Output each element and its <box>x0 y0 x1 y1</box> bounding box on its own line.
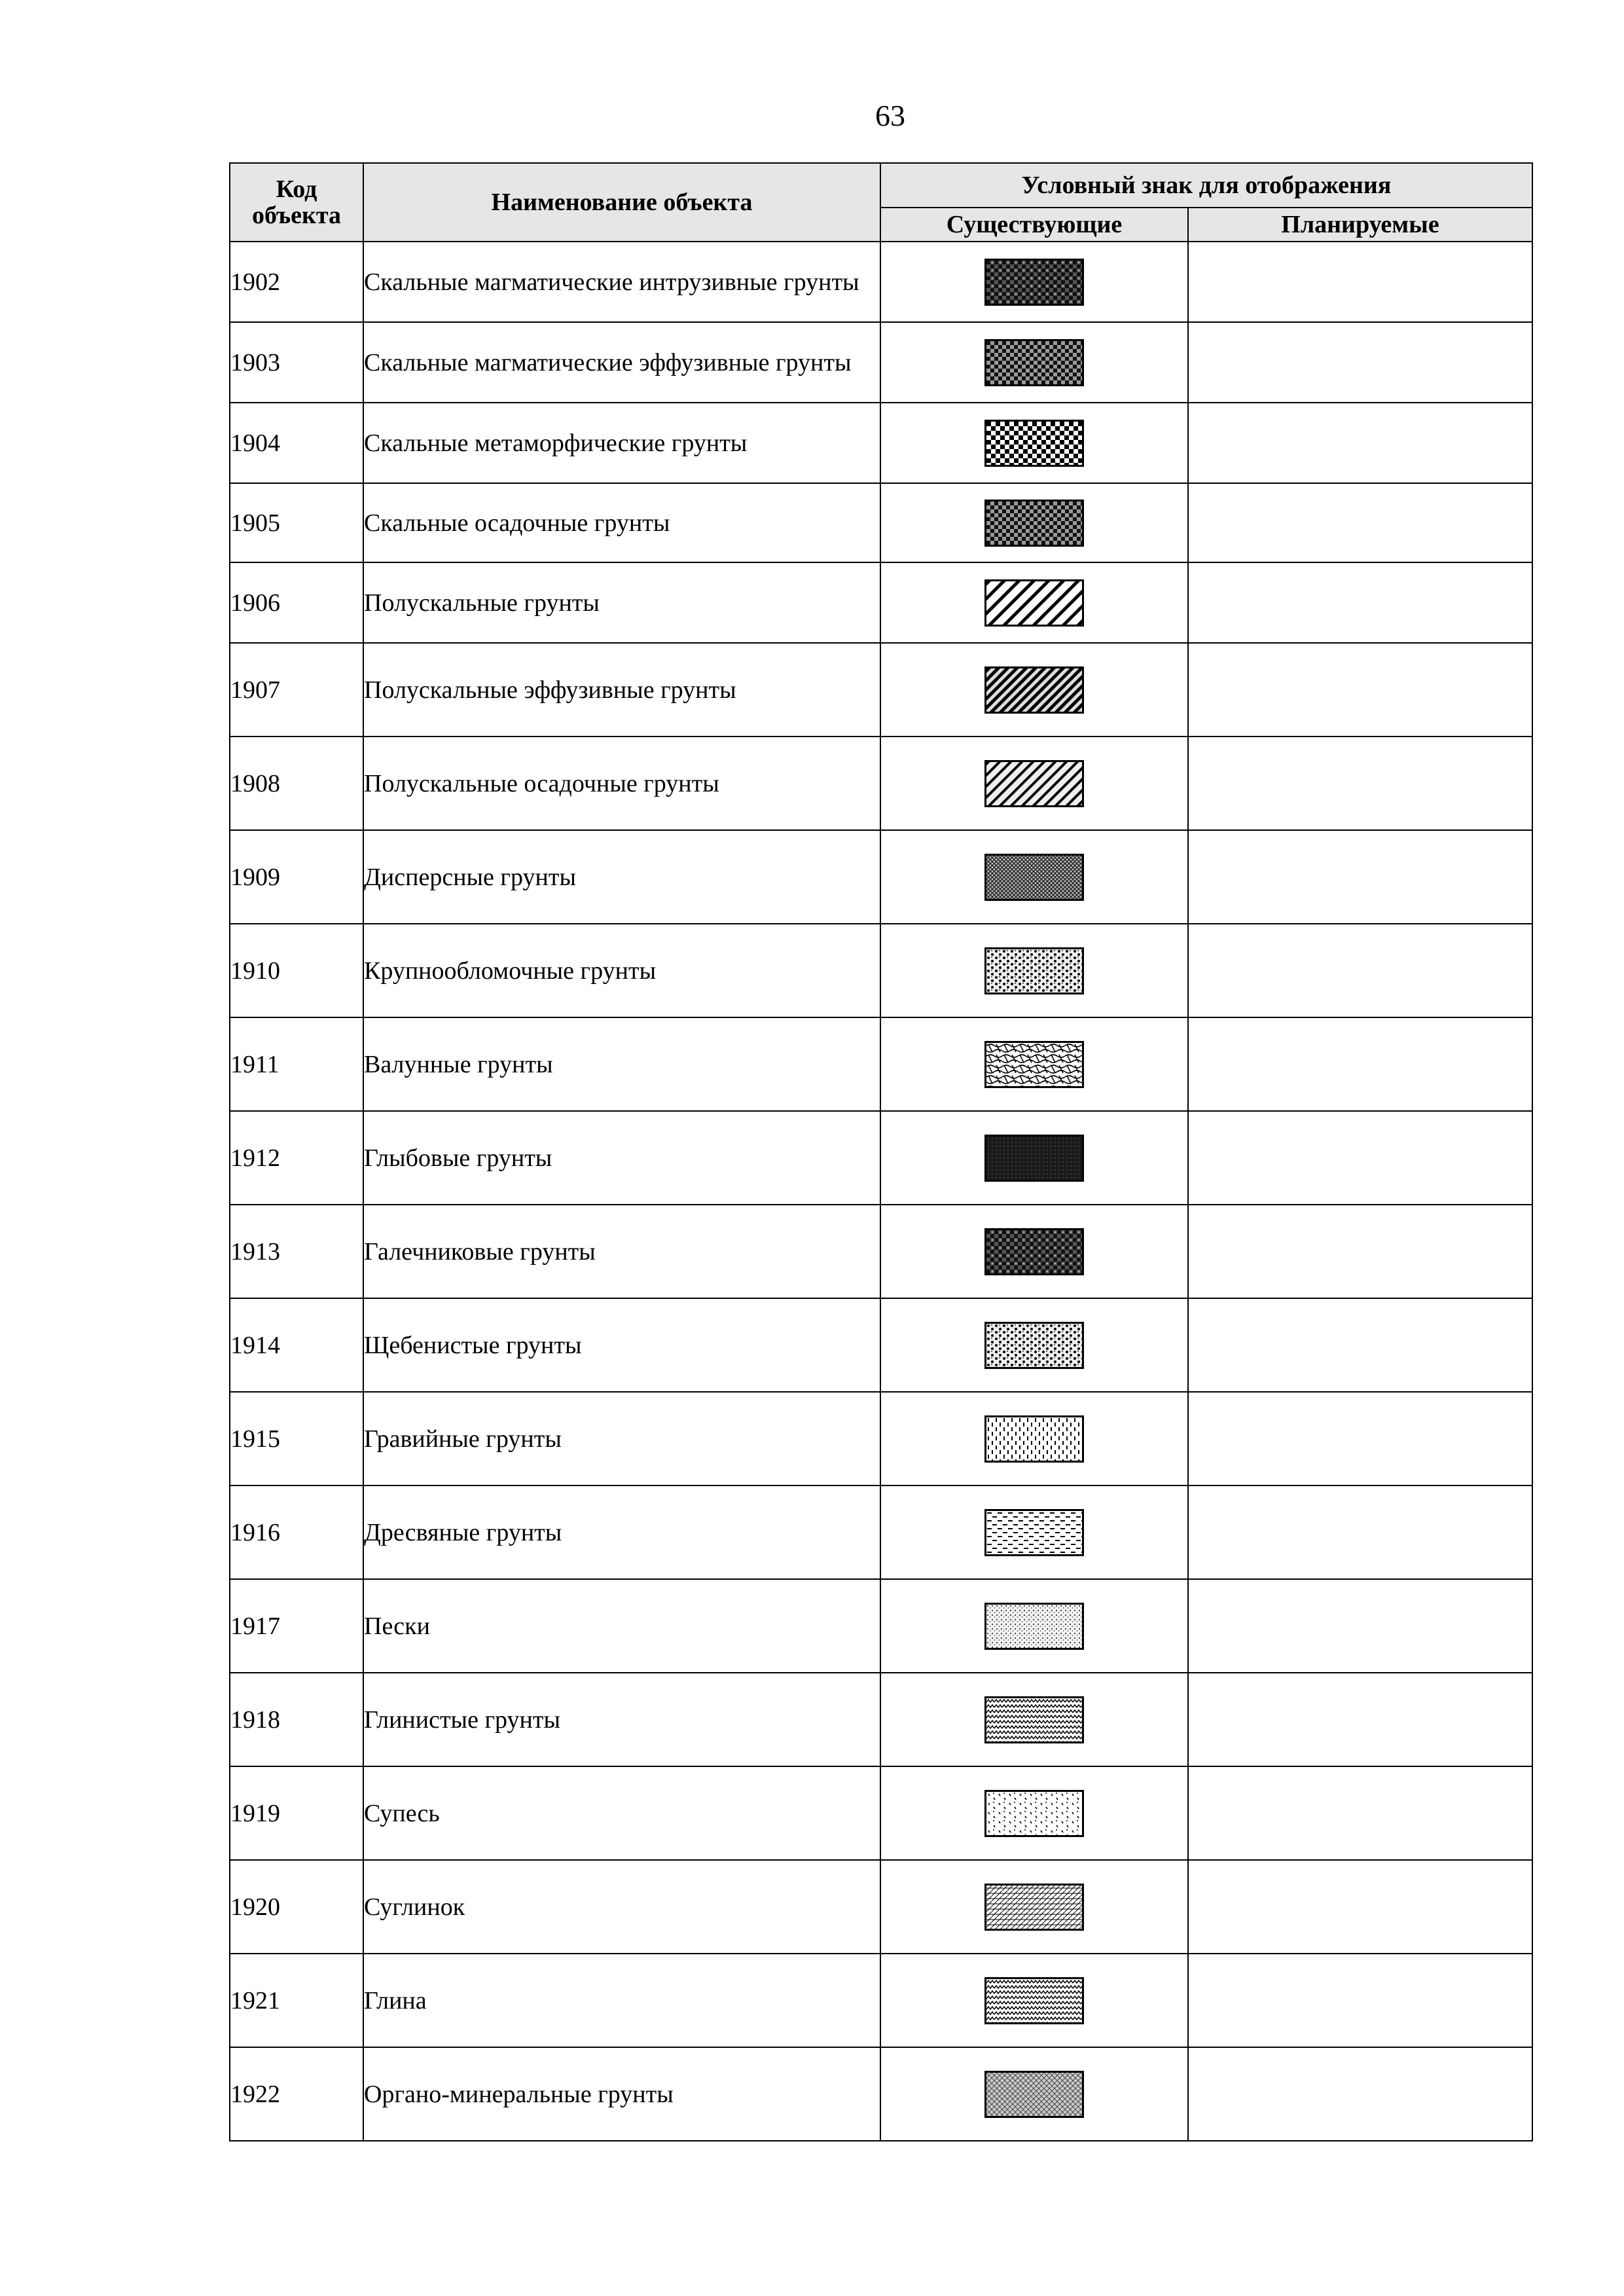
pattern-swatch-graphic <box>986 1417 1082 1461</box>
planned-symbol-cell <box>1188 1766 1532 1860</box>
object-name: Полускальные грунты <box>363 562 880 643</box>
planned-symbol-cell <box>1188 1579 1532 1673</box>
planned-symbol-cell <box>1188 322 1532 403</box>
planned-symbol-cell <box>1188 562 1532 643</box>
legend-table <box>229 162 1533 2141</box>
table-row-1922 <box>230 2047 1532 2141</box>
table-row-1919 <box>230 1766 1532 1860</box>
pattern-swatch-zigzag <box>984 1977 1084 2024</box>
pattern-swatch-graphic <box>986 1324 1082 1367</box>
table-row-1914 <box>230 1298 1532 1392</box>
object-code: 1919 <box>230 1766 363 1860</box>
table-row-1903 <box>230 322 1532 403</box>
object-code: 1912 <box>230 1111 363 1205</box>
pattern-swatch-graphic <box>986 341 1082 384</box>
existing-symbol-cell <box>880 1392 1188 1485</box>
object-name: Полускальные осадочные грунты <box>363 737 880 830</box>
pattern-swatch-sparse-marks <box>984 1790 1084 1837</box>
pattern-swatch-dots-coarse <box>984 1322 1084 1369</box>
planned-symbol-cell <box>1188 1860 1532 1954</box>
table-row-1916 <box>230 1485 1532 1579</box>
pattern-swatch-vertical-dashes <box>984 1415 1084 1463</box>
object-name: Гравийные грунты <box>363 1392 880 1485</box>
object-name: Дресвяные грунты <box>363 1485 880 1579</box>
object-name: Глина <box>363 1954 880 2047</box>
existing-symbol-cell <box>880 242 1188 322</box>
existing-symbol-cell <box>880 1111 1188 1205</box>
table-row-1913 <box>230 1205 1532 1298</box>
object-code: 1902 <box>230 242 363 322</box>
pattern-swatch-check-dark <box>984 259 1084 306</box>
table-body <box>230 242 1532 2141</box>
object-code: 1906 <box>230 562 363 643</box>
existing-symbol-cell <box>880 924 1188 1017</box>
existing-symbol-cell <box>880 1954 1188 2047</box>
table-row-1902 <box>230 242 1532 322</box>
object-name: Галечниковые грунты <box>363 1205 880 1298</box>
object-name: Глинистые грунты <box>363 1673 880 1766</box>
object-code: 1907 <box>230 643 363 737</box>
pattern-swatch-graphic <box>986 422 1082 465</box>
object-name: Крупнообломочные грунты <box>363 924 880 1017</box>
pattern-swatch-graphic <box>986 856 1082 899</box>
pattern-swatch-graphic <box>986 1230 1082 1273</box>
planned-symbol-cell <box>1188 1298 1532 1392</box>
pattern-swatch-graphic <box>986 581 1082 625</box>
table-row-1909 <box>230 830 1532 924</box>
object-code: 1905 <box>230 483 363 562</box>
pattern-swatch-diagonal-wide <box>984 579 1084 627</box>
existing-symbol-cell <box>880 322 1188 403</box>
planned-symbol-cell <box>1188 403 1532 483</box>
pattern-swatch-zigzag <box>984 1696 1084 1743</box>
pattern-swatch-diagonal-medium <box>984 760 1084 807</box>
planned-symbol-cell <box>1188 1673 1532 1766</box>
existing-symbol-cell <box>880 1673 1188 1766</box>
existing-symbol-cell <box>880 1579 1188 1673</box>
pattern-swatch-graphic <box>986 1511 1082 1554</box>
object-code: 1918 <box>230 1673 363 1766</box>
object-code: 1917 <box>230 1579 363 1673</box>
pattern-swatch-check-bold <box>984 420 1084 467</box>
pattern-swatch-graphic <box>986 261 1082 304</box>
pattern-swatch-graphic <box>986 501 1082 545</box>
object-code: 1913 <box>230 1205 363 1298</box>
object-code: 1903 <box>230 322 363 403</box>
planned-symbol-cell <box>1188 242 1532 322</box>
pattern-swatch-graphic <box>986 1137 1082 1180</box>
planned-symbol-cell <box>1188 1485 1532 1579</box>
object-name: Полускальные эффузивные грунты <box>363 643 880 737</box>
table-row-1918 <box>230 1673 1532 1766</box>
existing-symbol-cell <box>880 1485 1188 1579</box>
pattern-swatch-graphic <box>986 762 1082 805</box>
object-name: Скальные магматические интрузивные грунты <box>363 242 880 322</box>
planned-symbol-cell <box>1188 1205 1532 1298</box>
pattern-swatch-crosshatch-fine <box>984 854 1084 901</box>
existing-symbol-cell <box>880 1298 1188 1392</box>
object-code: 1911 <box>230 1017 363 1111</box>
table-row-1905 <box>230 483 1532 562</box>
existing-symbol-cell <box>880 1205 1188 1298</box>
pattern-swatch-graphic <box>986 949 1082 993</box>
object-name: Суглинок <box>363 1860 880 1954</box>
planned-symbol-cell <box>1188 830 1532 924</box>
table-row-1917 <box>230 1579 1532 1673</box>
object-name: Скальные осадочные грунты <box>363 483 880 562</box>
planned-symbol-cell <box>1188 1954 1532 2047</box>
object-name: Скальные магматические эффузивные грунты <box>363 322 880 403</box>
existing-symbol-cell <box>880 1017 1188 1111</box>
header-planned: Планируемые <box>1188 208 1532 242</box>
existing-symbol-cell <box>880 830 1188 924</box>
header-name: Наименование объекта <box>363 163 880 242</box>
pattern-swatch-dark-solid <box>984 1135 1084 1182</box>
object-name: Супесь <box>363 1766 880 1860</box>
object-name: Пески <box>363 1579 880 1673</box>
table-row-1910 <box>230 924 1532 1017</box>
existing-symbol-cell <box>880 643 1188 737</box>
table-row-1911 <box>230 1017 1532 1111</box>
object-name: Органо-минеральные грунты <box>363 2047 880 2141</box>
header-existing: Существующие <box>880 208 1188 242</box>
planned-symbol-cell <box>1188 2047 1532 2141</box>
existing-symbol-cell <box>880 2047 1188 2141</box>
object-code: 1922 <box>230 2047 363 2141</box>
pattern-swatch-dots-coarse <box>984 947 1084 994</box>
pattern-swatch-horizontal-dashes <box>984 1509 1084 1556</box>
object-name: Валунные грунты <box>363 1017 880 1111</box>
planned-symbol-cell <box>1188 924 1532 1017</box>
table-row-1912 <box>230 1111 1532 1205</box>
existing-symbol-cell <box>880 483 1188 562</box>
object-code: 1904 <box>230 403 363 483</box>
object-name: Скальные метаморфические грунты <box>363 403 880 483</box>
pattern-swatch-crosshatch-grey <box>984 2071 1084 2118</box>
pattern-swatch-graphic <box>986 2073 1082 2116</box>
object-name: Щебенистые грунты <box>363 1298 880 1392</box>
existing-symbol-cell <box>880 737 1188 830</box>
existing-symbol-cell <box>880 1860 1188 1954</box>
header-symbol-group: Условный знак для отображения <box>880 163 1532 208</box>
pattern-swatch-graphic <box>986 1698 1082 1741</box>
pattern-swatch-check-medium <box>984 339 1084 386</box>
pattern-swatch-graphic <box>986 1792 1082 1835</box>
pattern-swatch-check-dark <box>984 1228 1084 1275</box>
existing-symbol-cell <box>880 1766 1188 1860</box>
pattern-swatch-graphic <box>986 1043 1082 1086</box>
object-code: 1920 <box>230 1860 363 1954</box>
planned-symbol-cell <box>1188 1392 1532 1485</box>
existing-symbol-cell <box>880 562 1188 643</box>
object-name: Дисперсные грунты <box>363 830 880 924</box>
table-row-1904 <box>230 403 1532 483</box>
pattern-swatch-graphic <box>986 668 1082 712</box>
object-code: 1916 <box>230 1485 363 1579</box>
table-row-1907 <box>230 643 1532 737</box>
object-code: 1915 <box>230 1392 363 1485</box>
planned-symbol-cell <box>1188 1017 1532 1111</box>
existing-symbol-cell <box>880 403 1188 483</box>
object-name: Глыбовые грунты <box>363 1111 880 1205</box>
table-row-1921 <box>230 1954 1532 2047</box>
pattern-swatch-graphic <box>986 1886 1082 1929</box>
table-row-1920 <box>230 1860 1532 1954</box>
object-code: 1914 <box>230 1298 363 1392</box>
pattern-swatch-braid <box>984 1041 1084 1088</box>
pattern-swatch-graphic <box>986 1979 1082 2022</box>
object-code: 1908 <box>230 737 363 830</box>
table-row-1906 <box>230 562 1532 643</box>
table-row-1915 <box>230 1392 1532 1485</box>
planned-symbol-cell <box>1188 643 1532 737</box>
planned-symbol-cell <box>1188 737 1532 830</box>
page-number: 63 <box>875 99 905 132</box>
table-row-1908 <box>230 737 1532 830</box>
planned-symbol-cell <box>1188 1111 1532 1205</box>
pattern-swatch-graphic <box>986 1605 1082 1648</box>
pattern-swatch-diagonal-dense <box>984 666 1084 714</box>
pattern-swatch-hatched-lines <box>984 1884 1084 1931</box>
object-code: 1909 <box>230 830 363 924</box>
pattern-swatch-check-medium <box>984 500 1084 547</box>
object-code: 1910 <box>230 924 363 1017</box>
planned-symbol-cell <box>1188 483 1532 562</box>
pattern-swatch-dots-fine <box>984 1603 1084 1650</box>
object-code: 1921 <box>230 1954 363 2047</box>
header-code: Код объекта <box>230 163 363 242</box>
